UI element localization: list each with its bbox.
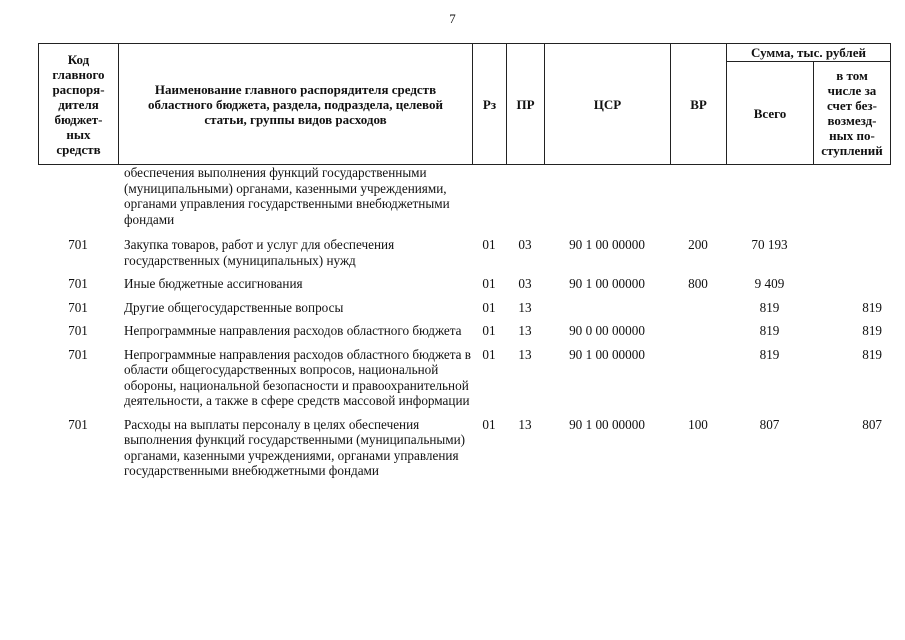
table-row: 701 Другие общегосударственные вопросы 01 13 819 819 [68, 299, 882, 315]
header-pr: ПР [507, 44, 545, 165]
header-vr: ВР [671, 44, 727, 165]
table-row: 701 Закупка товаров, работ и услуг для обеспечения государственных (муниципальных) нужд 01 03 90 1 00 00000 200 70 193 [68, 237, 788, 268]
table-row: обеспечения выполнения функций государственными (муниципальными) органами, казенными учреждениями, органами управления государственными внебюджетными фондами [124, 165, 450, 227]
header-total: Всего [727, 62, 814, 165]
table-row: 701 Расходы на выплаты персоналу в целях обеспечения выполнения функций государственными (муниципальными) органами, казенными учреждениями, органами управления государственными внебюджетными фондами 01 13 90 1 00 00000 100 807 807 [68, 416, 882, 478]
header-free: в том числе за счет без- возмезд- ных по- ступлений [814, 62, 891, 165]
header-sum: Сумма, тыс. рублей [727, 44, 891, 62]
table-header [38, 43, 891, 165]
table-row: 701 Непрограммные направления расходов областного бюджета в области общегосударственных вопросов, национальной обороны, национальной безопасности и правоохранительной деятельности, а также в сфере средств массовой информации 01 13 90 1 00 00000 819 819 [68, 346, 882, 408]
header-csr: ЦСР [545, 44, 671, 165]
header-rz: Рз [473, 44, 507, 165]
header-code: Код главного распоря- дителя бюджет- ных средств [39, 44, 119, 165]
header-name: Наименование главного распорядителя средств областного бюджета, раздела, подраздела, целевой статьи, группы видов расходов [119, 44, 473, 165]
table-row: 701 Иные бюджетные ассигнования 01 03 90 1 00 00000 800 9 409 [68, 276, 785, 291]
table-row: 701 Непрограммные направления расходов областного бюджета 01 13 90 0 00 00000 819 819 [68, 323, 882, 338]
page-number: 7 [449, 11, 456, 26]
table-body [38, 165, 890, 479]
